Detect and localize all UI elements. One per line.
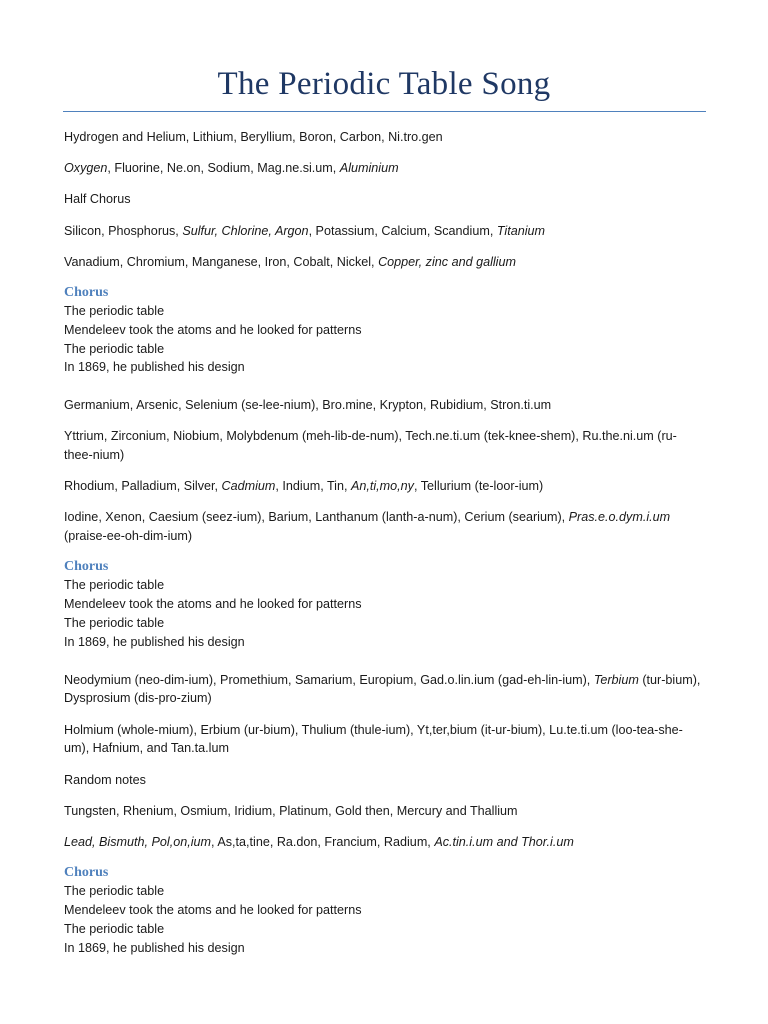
chorus-line: The periodic table bbox=[64, 616, 165, 631]
chorus-line: The periodic table bbox=[64, 578, 165, 593]
verse-line-11: Tungsten, Rhenium, Osmium, Iridium, Platinum, Gold then, Mercury and Thallium bbox=[64, 803, 518, 818]
half-chorus-note: Half Chorus bbox=[64, 192, 131, 207]
chorus-line: Mendeleev took the atoms and he looked for patterns bbox=[64, 902, 362, 917]
verse-line-7: Rhodium, Palladium, Silver, Cadmium, Indium, Tin, An,ti,mo,ny, Tellurium (te-loor-ium) bbox=[64, 479, 544, 494]
chorus-line: In 1869, he published his design bbox=[64, 940, 245, 955]
chorus-heading: Chorus bbox=[64, 284, 109, 300]
chorus-line: In 1869, he published his design bbox=[64, 634, 245, 649]
verse-line-2: Oxygen, Fluorine, Ne.on, Sodium, Mag.ne.si.um, Aluminium bbox=[64, 161, 399, 176]
verse-line-8: Iodine, Xenon, Caesium (seez-ium), Barium, Lanthanum (lanth-a-num), Cerium (searium), Pras.e.o.dym.i.um (praise-ee-oh-dim-ium) bbox=[64, 510, 671, 544]
verse-line-10: Holmium (whole-mium), Erbium (ur-bium), Thulium (thule-ium), Yt,ter,bium (it-ur-bium), Lu.te.ti.um (loo-tea-she-um), Hafnium, and Tan.ta.lum bbox=[64, 722, 683, 756]
chorus-line: The periodic table bbox=[64, 921, 165, 936]
chorus-line: The periodic table bbox=[64, 341, 165, 356]
verse-line-12: Lead, Bismuth, Pol,on,ium, As,ta,tine, Ra.don, Francium, Radium, Ac.tin.i.um and Thor.i.um bbox=[64, 835, 574, 849]
verse-line-3: Silicon, Phosphorus, Sulfur, Chlorine, Argon, Potassium, Calcium, Scandium, Titanium bbox=[64, 223, 546, 238]
chorus-line: The periodic table bbox=[64, 303, 165, 318]
verse-line-5: Germanium, Arsenic, Selenium (se-lee-nium), Bro.mine, Krypton, Rubidium, Stron.ti.um bbox=[64, 398, 552, 413]
chorus-line: The periodic table bbox=[64, 884, 165, 899]
verse-line-1: Hydrogen and Helium, Lithium, Beryllium, Boron, Carbon, Ni.tro.gen bbox=[64, 130, 443, 144]
song-lyrics bbox=[64, 128, 704, 976]
verse-line-4: Vanadium, Chromium, Manganese, Iron, Cobalt, Nickel, Copper, zinc and gallium bbox=[64, 254, 516, 269]
chorus-line: Mendeleev took the atoms and he looked for patterns bbox=[64, 322, 362, 337]
chorus-heading: Chorus bbox=[64, 559, 109, 575]
chorus-heading: Chorus bbox=[64, 865, 109, 881]
random-notes-note: Random notes bbox=[64, 772, 146, 787]
chorus-line: Mendeleev took the atoms and he looked for patterns bbox=[64, 597, 362, 612]
chorus-block-1 bbox=[64, 284, 704, 377]
chorus-block-2 bbox=[64, 558, 704, 651]
chorus-line: In 1869, he published his design bbox=[64, 360, 245, 375]
title-underline bbox=[63, 111, 706, 112]
verse-line-6: Yttrium, Zirconium, Niobium, Molybdenum (meh-lib-de-num), Tech.ne.ti.um (tek-knee-shem), Ru.the.ni.um (ru-thee-nium) bbox=[64, 429, 677, 463]
verse-line-9: Neodymium (neo-dim-ium), Promethium, Samarium, Europium, Gad.o.lin.ium (gad-eh-lin-ium), Terbium (tur-bium), Dysprosium (dis-pro-zium) bbox=[64, 672, 701, 706]
document-title: The Periodic Table Song bbox=[217, 66, 551, 102]
chorus-block-3 bbox=[64, 864, 704, 957]
